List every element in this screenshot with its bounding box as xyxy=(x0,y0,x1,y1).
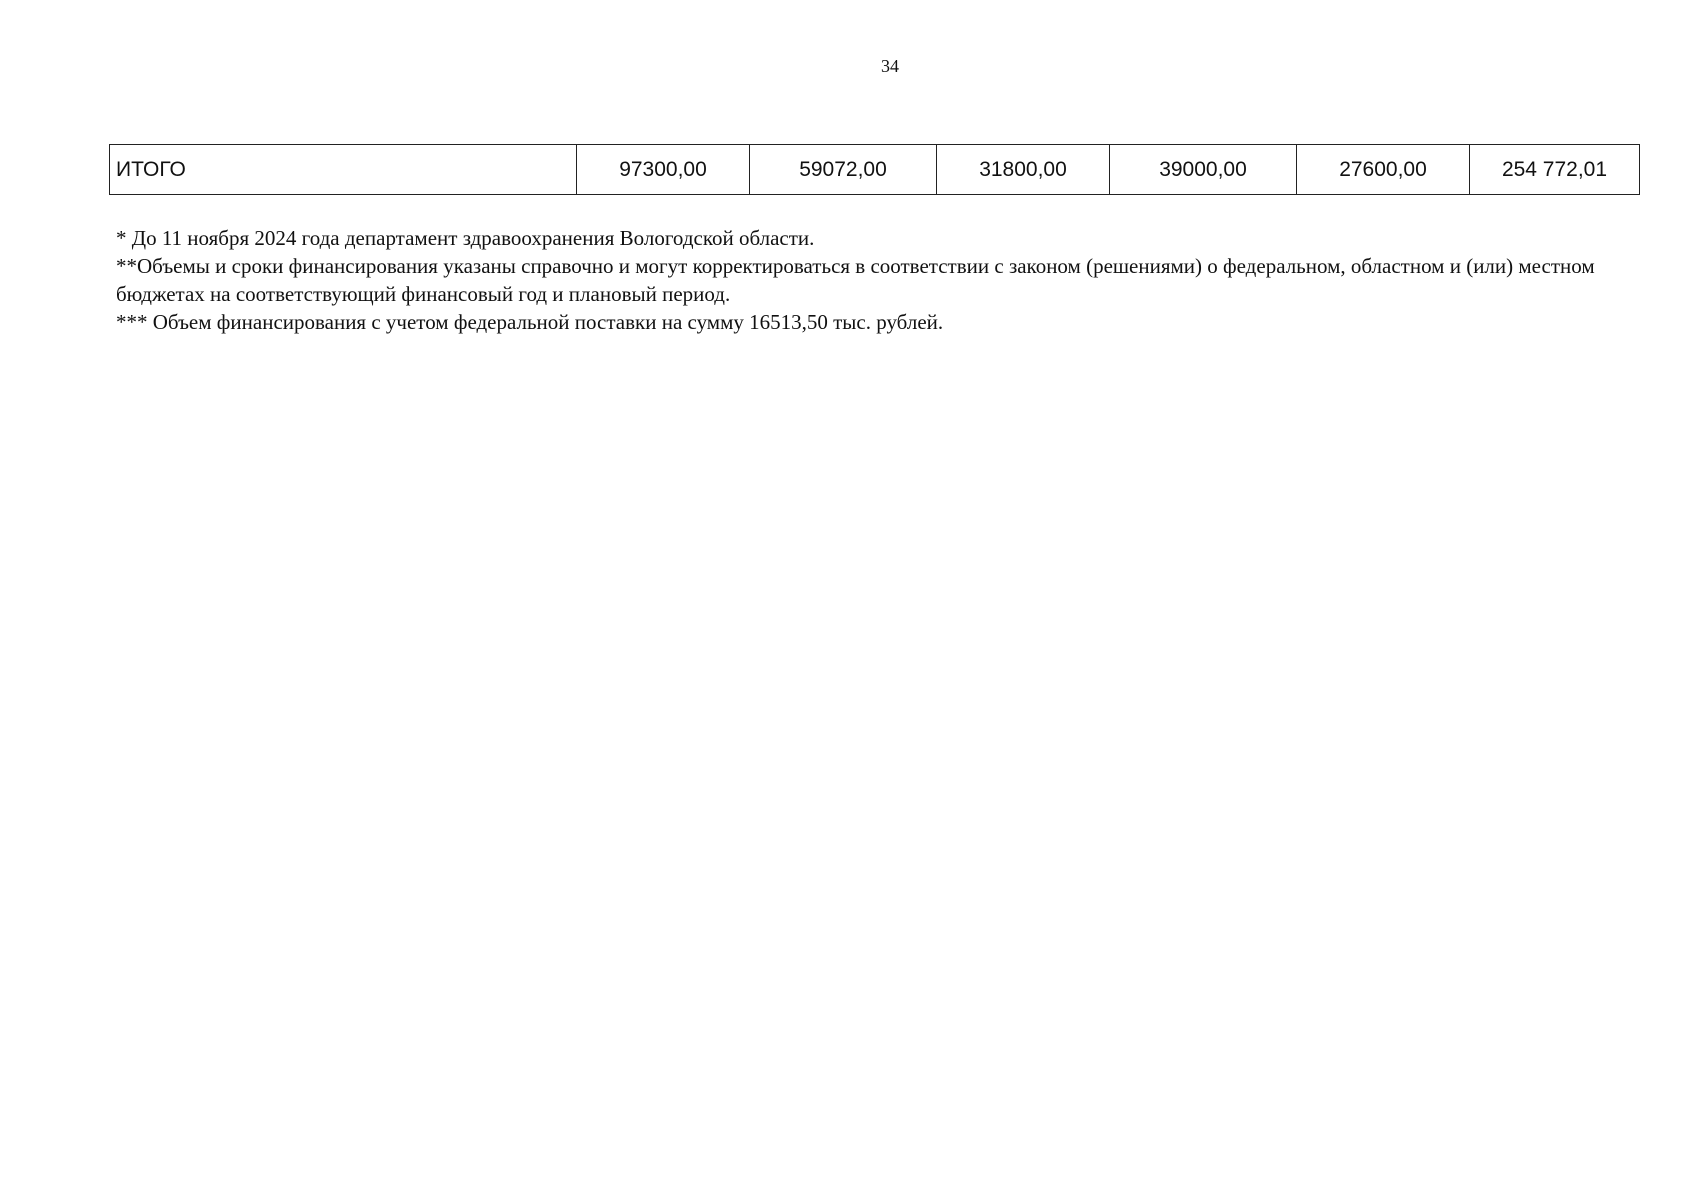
footnote-1: * До 11 ноября 2024 года департамент здравоохранения Вологодской области. xyxy=(116,226,815,250)
table-row-total xyxy=(110,145,1640,195)
total-value-cell: 97300,00 xyxy=(577,145,750,195)
total-table xyxy=(109,144,1640,195)
total-value-cell: 31800,00 xyxy=(937,145,1110,195)
total-label-cell: ИТОГО xyxy=(110,145,577,195)
page-number: 34 xyxy=(881,56,899,76)
total-sum-cell: 254 772,01 xyxy=(1470,145,1640,195)
total-value-cell: 59072,00 xyxy=(750,145,937,195)
total-value-cell: 27600,00 xyxy=(1297,145,1470,195)
footnote-3: *** Объем финансирования с учетом федеральной поставки на сумму 16513,50 тыс. рублей. xyxy=(116,310,944,334)
footnotes xyxy=(116,224,1676,336)
total-value-cell: 39000,00 xyxy=(1110,145,1297,195)
footnote-2: **Объемы и сроки финансирования указаны справочно и могут корректироваться в соответствии с законом (решениями) о федеральном, областном и (или) местном бюджетах на соответствующий финансовый год и плановый период. xyxy=(116,254,1595,306)
